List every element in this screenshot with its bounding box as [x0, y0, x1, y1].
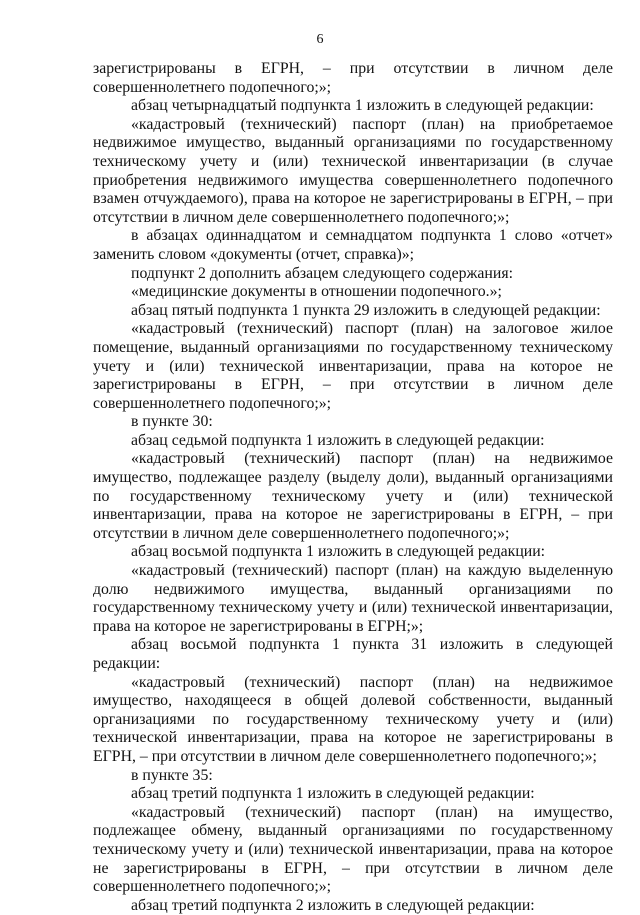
paragraph: в пункте 30: [131, 413, 213, 431]
paragraph: «кадастровый (технический) паспорт (план) на приобретаемое недвижимое имущество, выданный организациями по государственному техническому учету и (или) технической инвентаризации (в случае приобретения недвижимого имущества совершеннолетнего подопечного взамен отчуждаемого), права на которое не зарегистрированы в ЕГРН, – при отсутствии в личном деле совершеннолетнего подопечного;»; [93, 115, 613, 226]
paragraph: в абзацах одиннадцатом и семнадцатом подпункта 1 слово «отчет» заменить словом «документы (отчет, справка)»; [93, 227, 613, 263]
paragraph: «кадастровый (технический) паспорт (план) на имущество, подлежащее обмену, выданный организациями по государственному техническому учету и (или) технической инвентаризации, права на которое не зарегистрированы в ЕГРН, – при отсутствии в личном деле совершеннолетнего подопечного;»; [93, 803, 613, 896]
paragraph: абзац пятый подпункта 1 пункта 29 изложить в следующей редакции: [131, 301, 601, 319]
paragraph: «кадастровый (технический) паспорт (план) на залоговое жилое помещение, выданный организациями по государственному техническому учету и (или) технической инвентаризации, права на которое не зарегистрированы в ЕГРН, – при отсутствии в личном деле совершеннолетнего подопечного;»; [93, 320, 613, 412]
paragraph: абзац восьмой подпункта 1 изложить в следующей редакции: [131, 543, 546, 561]
paragraph: «медицинские документы в отношении подопечного.»; [131, 283, 502, 301]
page-number: 6 [316, 32, 324, 47]
paragraph: «кадастровый (технический) паспорт (план) на недвижимое имущество, находящееся в общей долевой собственности, выданный организациями по государственному техническому учету и (или) технической инвентаризации, права на которое не зарегистрированы в ЕГРН, – при отсутствии в личном деле совершеннолетнего подопечного;»; [93, 673, 613, 765]
paragraph: «кадастровый (технический) паспорт (план) на каждую выделенную долю недвижимого имущества, выданный организациями по государственному техническому учету и (или) технической инвентаризации, права на которое не зарегистрированы в ЕГРН;»; [93, 562, 613, 635]
paragraph-continuation: зарегистрированы в ЕГРН, – при отсутствии в личном деле совершеннолетнего подопечного;»; [93, 60, 613, 96]
paragraph: абзац четырнадцатый подпункта 1 изложить в следующей редакции: [131, 97, 594, 115]
paragraph: «кадастровый (технический) паспорт (план) на недвижимое имущество, подлежащее разделу (выделу доли), выданный организациями по государственному техническому учету и (или) технической инвентаризации, права на которое не зарегистрированы в ЕГРН, – при отсутствии в личном деле совершеннолетнего подопечного;»; [93, 450, 613, 542]
paragraph: абзац восьмой подпункта 1 пункта 31 изложить в следующей редакции: [93, 636, 613, 672]
document-body [93, 60, 613, 915]
paragraph: абзац третий подпункта 1 изложить в следующей редакции: [131, 785, 535, 803]
paragraph: подпункт 2 дополнить абзацем следующего содержания: [131, 264, 513, 282]
paragraph: абзац седьмой подпункта 1 изложить в следующей редакции: [131, 431, 545, 449]
paragraph: в пункте 35: [131, 766, 213, 784]
paragraph: абзац третий подпункта 2 изложить в следующей редакции: [131, 896, 535, 914]
